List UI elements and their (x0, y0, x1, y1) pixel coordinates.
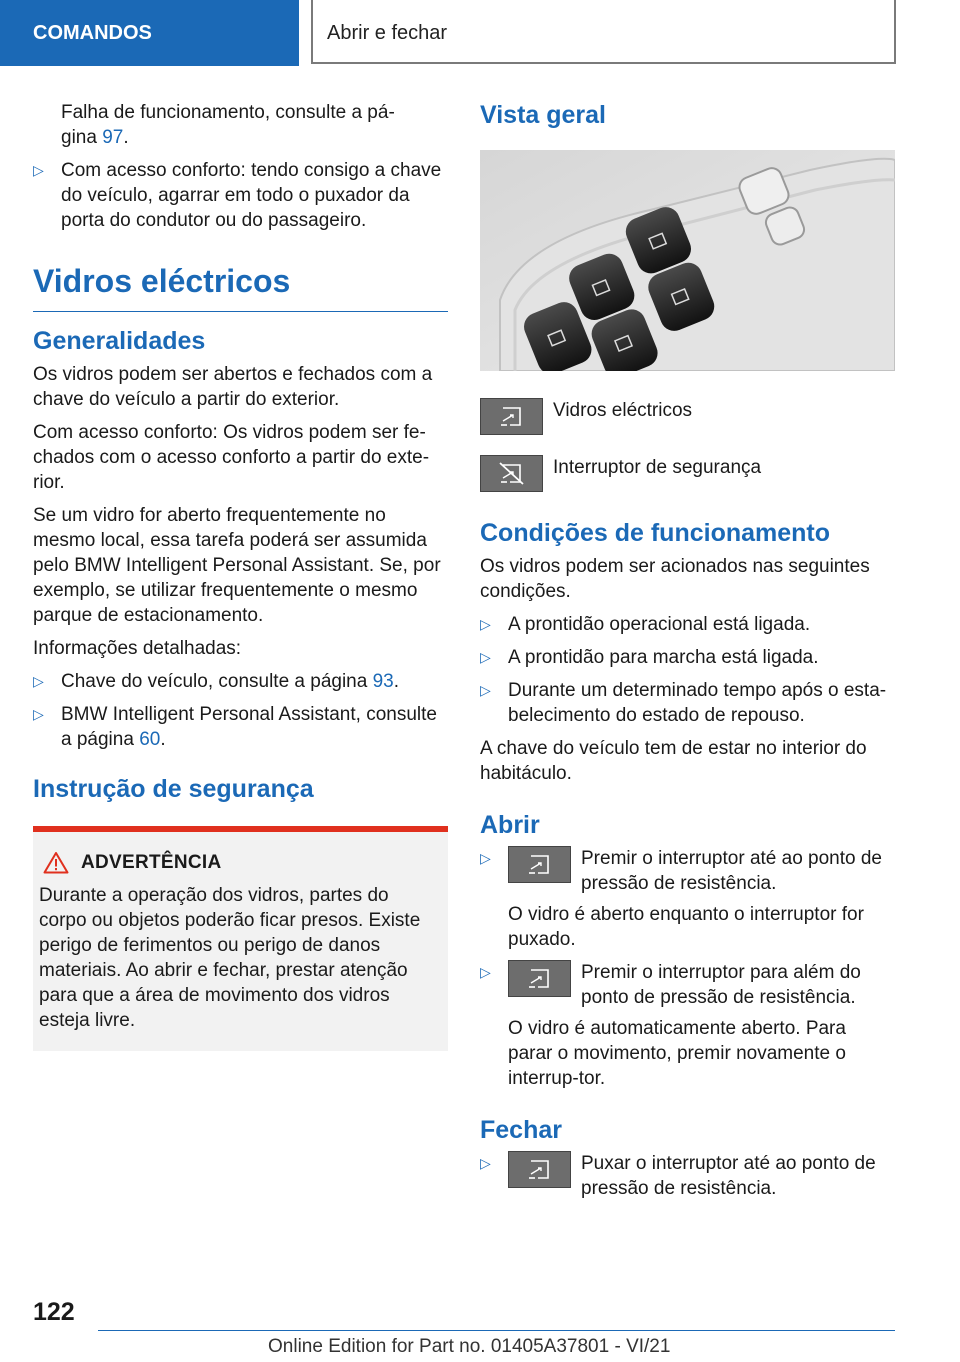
warning-text: Durante a operação dos vidros, partes do corpo ou objetos poderão ficar presos. Existe perigo de ferimentos ou perigo de danos materiais. Ao abrir e fechar, prestar atenção para que a área de movimento dos vidros esteja livre. (39, 885, 421, 1031)
page-link[interactable]: 60 (139, 729, 161, 750)
triangle-right-icon: ▷ (480, 649, 491, 665)
list-item: ▷ BMW Intelligent Personal Assistant, consulte a página 60. (33, 704, 437, 750)
subsection-title: Abrir e fechar (311, 0, 896, 64)
legend-label: Interruptor de segurança (553, 457, 762, 478)
paragraph: A chave do veículo tem de estar no interior do habitáculo. (480, 738, 867, 784)
window-switch-icon (508, 1151, 571, 1188)
page-number: 122 (33, 1298, 75, 1326)
section-title-abrir: Abrir (480, 811, 540, 839)
triangle-right-icon: ▷ (480, 1155, 491, 1171)
triangle-right-icon: ▷ (480, 616, 491, 632)
page-header (0, 0, 960, 66)
safety-switch-icon (480, 455, 543, 492)
list-item: ▷ Premir o interruptor até ao ponto de pressão de resistência. O vidro é aberto enquanto o interruptor for puxado. (480, 846, 895, 952)
section-title-vista-geral: Vista geral (480, 101, 607, 129)
continued-text: Falha de funcionamento, consulte a pá- gina 97. (61, 102, 395, 148)
left-column (33, 100, 448, 1051)
warning-title: ADVERTÊNCIA (81, 852, 222, 873)
window-switch-icon (508, 846, 571, 883)
triangle-right-icon: ▷ (33, 706, 44, 722)
paragraph: Com acesso conforto: Os vidros podem ser fe-chados com o acesso conforto a partir do exte-rior. (33, 422, 430, 493)
paragraph: Os vidros podem ser acionados nas seguintes condições. (480, 556, 870, 602)
list-item: ▷ Com acesso conforto: tendo consigo a chave do veículo, agarrar em todo o puxador da porta do condutor ou do passageiro. (33, 160, 442, 231)
triangle-right-icon: ▷ (480, 850, 491, 866)
list-item: ▷ A prontidão para marcha está ligada. (480, 647, 819, 668)
section-title-condicoes: Condições de funcionamento (480, 519, 831, 547)
step-note: O vidro é aberto enquanto o interruptor for puxado. (508, 904, 864, 950)
legend-item (480, 398, 895, 435)
right-column (480, 100, 895, 1209)
step-note: O vidro é automaticamente aberto. Para parar o movimento, premir novamente o interrup-tor. (508, 1018, 846, 1089)
chapter-title: Vidros eléctricos (33, 263, 448, 312)
window-switch-photo (480, 150, 895, 371)
paragraph: Se um vidro for aberto frequentemente no mesmo local, essa tarefa poderá ser assumida pelo BMW Intelligent Personal Assistant. Se, por exemplo, se utilizar frequentemente o mesmo parque de estacionamento. (33, 505, 441, 626)
triangle-right-icon: ▷ (33, 162, 44, 178)
triangle-right-icon: ▷ (480, 964, 491, 980)
warning-triangle-icon (43, 851, 69, 874)
triangle-right-icon: ▷ (33, 673, 44, 689)
page-link[interactable]: 93 (372, 671, 394, 692)
window-switch-icon (480, 398, 543, 435)
page-link[interactable]: 97 (102, 127, 124, 148)
list-item: ▷ Premir o interruptor para além do ponto de pressão de resistência. O vidro é automaticamente aberto. Para parar o movimento, premir novamente o interrup-tor. (480, 960, 895, 1091)
list-item: ▷ A prontidão operacional está ligada. (480, 614, 811, 635)
section-title-seguranca: Instrução de segurança (33, 775, 314, 803)
list-item: ▷ Chave do veículo, consulte a página 93. (33, 671, 400, 692)
section-title-fechar: Fechar (480, 1116, 562, 1144)
section-tab: COMANDOS (0, 0, 299, 66)
footer-divider (98, 1330, 895, 1331)
triangle-right-icon: ▷ (480, 682, 491, 698)
window-switch-icon (508, 960, 571, 997)
footer-edition: Online Edition for Part no. 01405A37801 - VI/21 (268, 1336, 671, 1357)
legend-item (480, 455, 895, 492)
paragraph: Informações detalhadas: (33, 638, 242, 659)
legend-label: Vidros eléctricos (553, 400, 693, 421)
warning-box (33, 826, 448, 1051)
section-title-generalidades: Generalidades (33, 327, 206, 355)
list-item: ▷ Durante um determinado tempo após o esta-belecimento do estado de repouso. (480, 680, 887, 726)
list-item: ▷ Puxar o interruptor até ao ponto de pressão de resistência. (480, 1153, 876, 1199)
paragraph: Os vidros podem ser abertos e fechados com a chave do veículo a partir do exterior. (33, 364, 433, 410)
